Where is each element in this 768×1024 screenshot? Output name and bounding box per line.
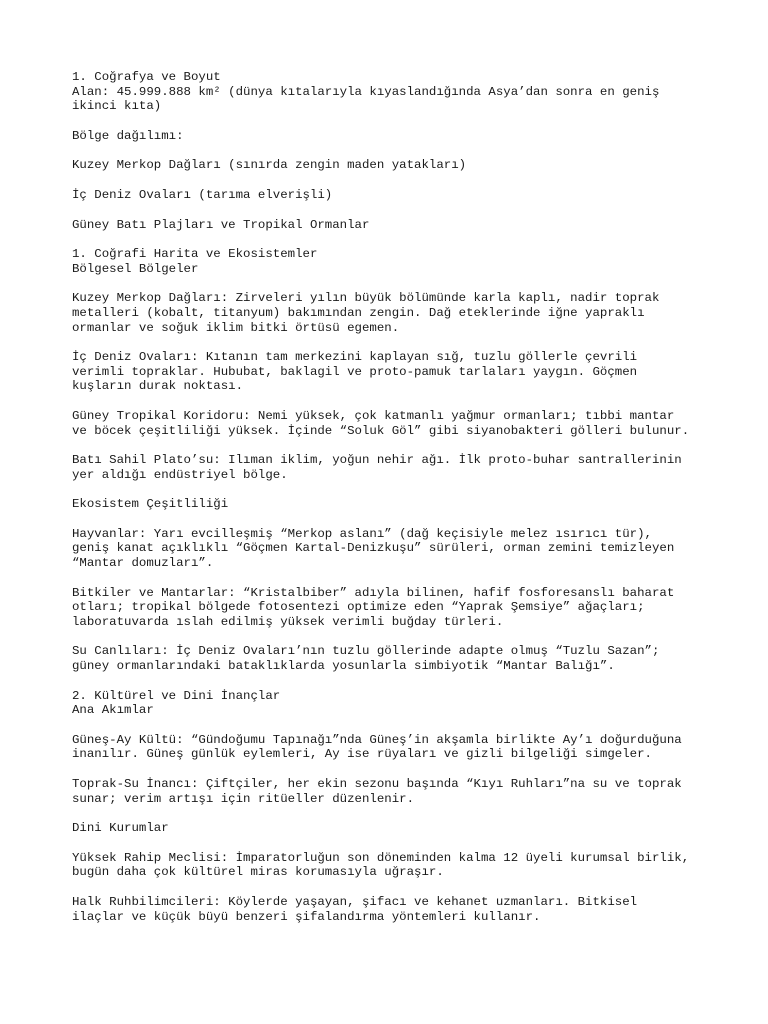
document-page bbox=[72, 70, 702, 939]
text-line: yer aldığı endüstriyel bölge. bbox=[72, 467, 288, 482]
text-line: Toprak-Su İnancı: Çiftçiler, her ekin sezonu başında “Kıyı Ruhları”na su ve toprak bbox=[72, 777, 682, 791]
document-paragraph bbox=[72, 851, 702, 880]
document-paragraph bbox=[72, 218, 702, 233]
text-line: Halk Ruhbilimcileri: Köylerde yaşayan, şifacı ve kehanet uzmanları. Bitkisel bbox=[72, 894, 638, 909]
document-paragraph bbox=[72, 70, 702, 114]
document-paragraph bbox=[72, 689, 702, 718]
document-paragraph bbox=[72, 247, 702, 276]
text-line: İç Deniz Ovaları: Kıtanın tam merkezini kaplayan sığ, tuzlu göllerle çevrili bbox=[72, 350, 638, 365]
text-line: Yüksek Rahip Meclisi: İmparatorluğun son döneminden kalma 12 üyeli kurumsal birlik, bbox=[72, 850, 690, 865]
document-paragraph bbox=[72, 733, 702, 762]
document-paragraph bbox=[72, 644, 702, 673]
text-line: Dini Kurumlar bbox=[72, 821, 169, 836]
document-paragraph bbox=[72, 586, 702, 630]
text-line: İç Deniz Ovaları (tarıma elverişli) bbox=[72, 187, 333, 202]
document-paragraph bbox=[72, 895, 702, 924]
text-line: inanılır. Güneş günlük eylemleri, Ay ise rüyaları ve gizli bilgeliği simgeler. bbox=[72, 747, 652, 762]
document-paragraph bbox=[72, 350, 702, 394]
text-line: Güney Batı Plajları ve Tropikal Ormanlar bbox=[72, 217, 370, 232]
text-line: Bölge dağılımı: bbox=[72, 128, 184, 143]
document-paragraph bbox=[72, 527, 702, 571]
text-line: ve böcek çeşitliliği yüksek. İçinde “Soluk Göl” gibi siyanobakteri gölleri bulunur. bbox=[72, 423, 690, 438]
text-line: “Mantar domuzları”. bbox=[72, 556, 214, 571]
document-paragraph bbox=[72, 497, 702, 512]
text-line: Ekosistem Çeşitliliği bbox=[72, 497, 229, 512]
text-line: geniş kanat açıklıklı “Göçmen Kartal-Denizkuşu” sürüleri, orman zemini temizleyen bbox=[72, 541, 675, 556]
text-line: bugün daha çok kültürel miras korumasıyla uğraşır. bbox=[72, 865, 444, 880]
text-line: metalleri (kobalt, titanyum) bakımından zengin. Dağ eteklerinde iğne yapraklı bbox=[72, 305, 645, 320]
text-line: ilaçlar ve küçük büyü benzeri şifalandırma yöntemleri kullanır. bbox=[72, 909, 541, 924]
text-line: Bölgesel Bölgeler bbox=[72, 261, 199, 276]
text-line: Bitkiler ve Mantarlar: “Kristalbiber” adıyla bilinen, hafif fosforesanslı baharat bbox=[72, 585, 675, 600]
text-line: 1. Coğrafi Harita ve Ekosistemler bbox=[72, 247, 318, 262]
text-line: Ana Akımlar bbox=[72, 703, 154, 718]
text-line: Kuzey Merkop Dağları (sınırda zengin maden yatakları) bbox=[72, 158, 467, 173]
document-paragraph bbox=[72, 409, 702, 438]
text-line: Su Canlıları: İç Deniz Ovaları’nın tuzlu göllerinde adapte olmuş “Tuzlu Sazan”; bbox=[72, 644, 660, 659]
text-line: güney ormanlarındaki bataklıklarda yosunlarla simbiyotik “Mantar Balığı”. bbox=[72, 659, 615, 674]
document-paragraph bbox=[72, 453, 702, 482]
text-line: 2. Kültürel ve Dini İnançlar bbox=[72, 688, 281, 703]
text-line: laboratuvarda ıslah edilmiş yüksek verimli buğday türleri. bbox=[72, 614, 504, 629]
text-line: Batı Sahil Plato’su: Ilıman iklim, yoğun nehir ağı. İlk proto-buhar santrallerinin bbox=[72, 453, 682, 468]
text-line: kuşların durak noktası. bbox=[72, 379, 244, 394]
document-paragraph bbox=[72, 188, 702, 203]
text-line: Hayvanlar: Yarı evcilleşmiş “Merkop aslanı” (dağ keçisiyle melez ısırıcı tür), bbox=[72, 526, 652, 541]
text-line: ormanlar ve soğuk iklim bitki örtüsü egemen. bbox=[72, 320, 400, 335]
text-line: Kuzey Merkop Dağları: Zirveleri yılın büyük bölümünde karla kaplı, nadir toprak bbox=[72, 291, 660, 306]
text-line: verimli topraklar. Hububat, baklagil ve proto-pamuk tarlaları yaygın. Göçmen bbox=[72, 364, 638, 379]
text-line: sunar; verim artışı için ritüeller düzenlenir. bbox=[72, 791, 415, 806]
text-line: otları; tropikal bölgede fotosentezi optimize eden “Yaprak Şemsiye” ağaçları; bbox=[72, 600, 645, 615]
document-paragraph bbox=[72, 777, 702, 806]
document-paragraph bbox=[72, 158, 702, 173]
text-line: Güneş-Ay Kültü: “Gündoğumu Tapınağı”nda Güneş’in akşamla birlikte Ay’ı doğurduğuna bbox=[72, 732, 682, 747]
text-line: 1. Coğrafya ve Boyut bbox=[72, 70, 221, 84]
document-paragraph bbox=[72, 129, 702, 144]
text-line: Güney Tropikal Koridoru: Nemi yüksek, çok katmanlı yağmur ormanları; tıbbi mantar bbox=[72, 408, 675, 423]
document-paragraph bbox=[72, 291, 702, 335]
text-line: Alan: 45.999.888 km² (dünya kıtalarıyla kıyaslandığında Asya’dan sonra en geniş bbox=[72, 84, 660, 99]
text-line: ikinci kıta) bbox=[72, 99, 162, 114]
document-paragraph bbox=[72, 821, 702, 836]
